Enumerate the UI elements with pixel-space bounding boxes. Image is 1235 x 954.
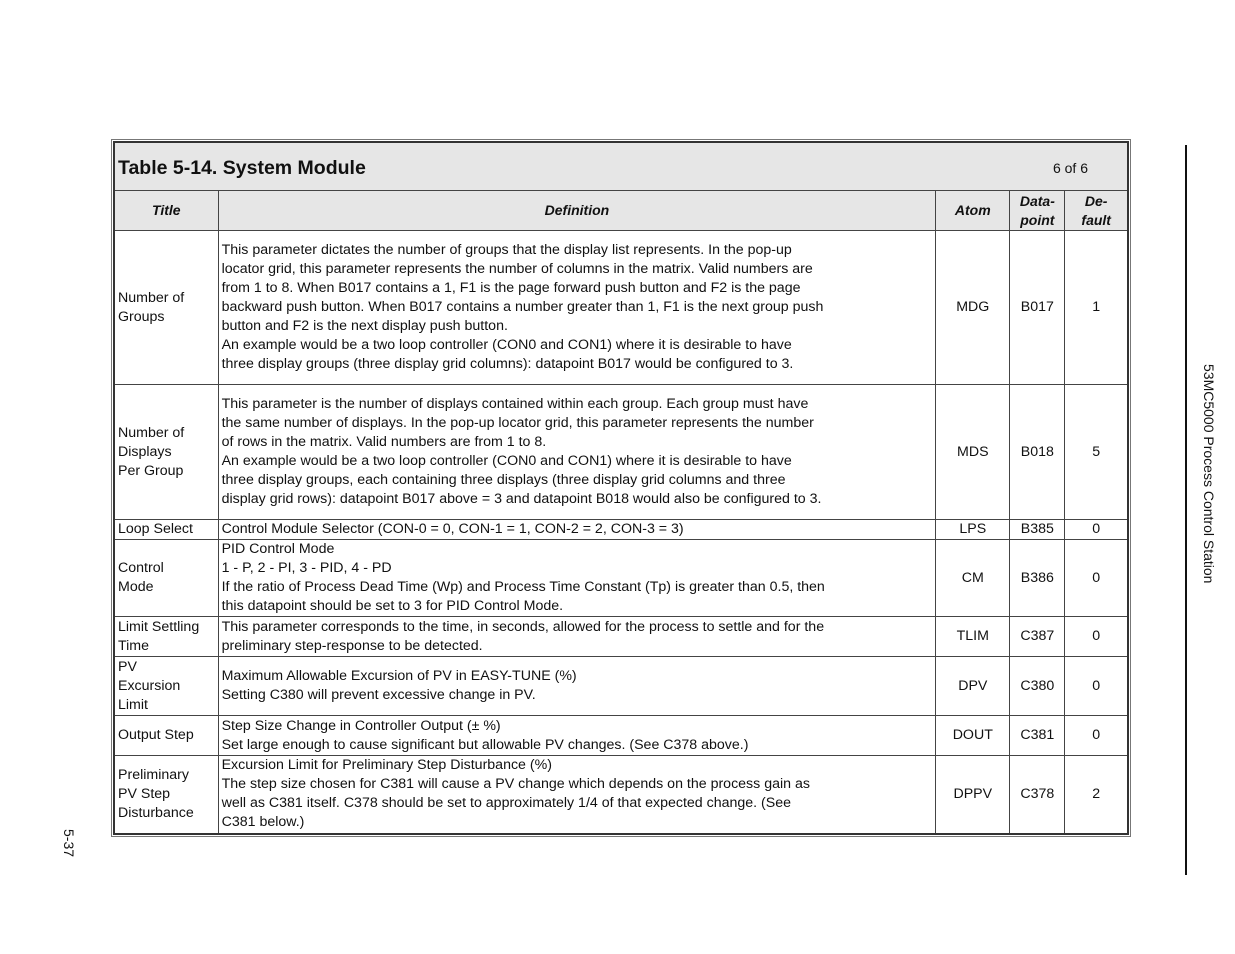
table-row [114, 231, 1128, 385]
table-title-row [114, 142, 1128, 191]
row-atom: MDS [936, 385, 1010, 520]
definition-line: from 1 to 8. When B017 contains a 1, F1 is the page forward push button and F2 is the page [221, 280, 801, 296]
definition-line: Step Size Change in Controller Output (± %) [221, 717, 501, 734]
definition-line: Control Module Selector (CON-0 = 0, CON-1 = 1, CON-2 = 2, CON-3 = 3) [221, 521, 684, 537]
definition-line: of rows in the matrix. Valid numbers are from 1 to 8. [221, 434, 547, 450]
row-title-line: Limit Settling [118, 618, 200, 635]
row-title-line: Preliminary [118, 766, 189, 783]
row-default: 0 [1065, 716, 1128, 756]
row-title [114, 385, 218, 520]
table-row [114, 385, 1128, 520]
definition-line: preliminary step-response to be detected. [221, 637, 483, 654]
row-atom: CM [936, 540, 1010, 617]
definition-line: An example would be a two loop controller (CON0 and CON1) where it is desirable to have [221, 337, 792, 353]
header-datapoint-line2: point [1020, 211, 1055, 228]
table-row [114, 540, 1128, 617]
table-row [114, 520, 1128, 540]
row-datapoint: C380 [1010, 657, 1065, 716]
row-title-line: Number of [118, 424, 185, 441]
row-title-line: Output Step [118, 727, 194, 743]
row-title [114, 540, 218, 617]
row-definition [218, 617, 936, 657]
row-default: 0 [1065, 540, 1128, 617]
column-header-atom: Atom [936, 191, 1010, 231]
row-atom: DOUT [936, 716, 1010, 756]
definition-line: Maximum Allowable Excursion of PV in EASY-TUNE (%) [221, 668, 577, 684]
row-datapoint: B385 [1010, 520, 1065, 540]
header-default-line1: De- [1084, 192, 1108, 209]
row-datapoint: C378 [1010, 756, 1065, 834]
row-default: 1 [1065, 231, 1128, 385]
definition-line: 1 - P, 2 - PI, 3 - PID, 4 - PD [221, 560, 392, 576]
column-header-default [1065, 191, 1128, 231]
row-atom: DPV [936, 657, 1010, 716]
table-header-row [114, 191, 1128, 231]
row-title-line: Mode [118, 579, 154, 595]
table-row [114, 756, 1128, 834]
definition-line: locator grid, this parameter represents the number of columns in the matrix. Valid numbers are [221, 261, 813, 277]
row-title-line: Time [118, 637, 150, 654]
definition-line: this datapoint should be set to 3 for PID Control Mode. [221, 598, 564, 614]
definition-line: PID Control Mode [221, 541, 335, 557]
header-default-line2: fault [1081, 211, 1111, 228]
row-title-line: Excursion [118, 677, 181, 694]
row-definition [218, 520, 936, 540]
page-number: 5-37 [61, 829, 77, 858]
row-atom: DPPV [936, 756, 1010, 834]
row-definition [218, 385, 936, 520]
row-atom: TLIM [936, 617, 1010, 657]
row-title-line: Groups [118, 308, 165, 325]
row-atom: MDG [936, 231, 1010, 385]
table-title: Table 5-14. System Module [118, 157, 366, 179]
row-title [114, 520, 218, 540]
definition-line: C381 below.) [221, 814, 305, 831]
row-datapoint: C381 [1010, 716, 1065, 756]
row-definition [218, 540, 936, 617]
row-title [114, 716, 218, 756]
definition-line: The step size chosen for C381 will cause a PV change which depends on the process gain as [221, 776, 810, 793]
row-definition [218, 657, 936, 716]
row-title-line: Per Group [118, 462, 184, 479]
definition-line: This parameter is the number of displays contained within each group. Each group must have [221, 396, 809, 412]
row-title [114, 617, 218, 657]
system-module-table [113, 141, 1129, 835]
row-atom: LPS [936, 520, 1010, 540]
table-row [114, 657, 1128, 716]
table-row [114, 617, 1128, 657]
row-definition [218, 756, 936, 834]
row-title-line: Disturbance [118, 804, 194, 821]
definition-line: Setting C380 will prevent excessive change in PV. [221, 687, 536, 703]
definition-line: An example would be a two loop controller (CON0 and CON1) where it is desirable to have [221, 453, 792, 469]
running-head: 53MC5000 Process Control Station [1201, 364, 1217, 584]
definition-line: This parameter corresponds to the time, in seconds, allowed for the process to settle and for the [221, 618, 825, 635]
row-definition [218, 231, 936, 385]
definition-line: well as C381 itself. C378 should be set to approximately 1/4 of that expected change. (See [221, 795, 792, 812]
definition-line: backward push button. When B017 contains a number greater than 1, F1 is the next group push [221, 299, 824, 315]
row-title-line: Loop Select [118, 521, 193, 537]
definition-line: the same number of displays. In the pop-up locator grid, this parameter represents the number [221, 415, 814, 431]
row-definition [218, 716, 936, 756]
row-title-line: PV [118, 658, 137, 675]
row-default: 0 [1065, 520, 1128, 540]
row-title-line: Control [118, 560, 164, 576]
row-title [114, 756, 218, 834]
row-title-line: Limit [118, 696, 148, 713]
row-default: 0 [1065, 617, 1128, 657]
row-datapoint: B018 [1010, 385, 1065, 520]
table-row [114, 716, 1128, 756]
definition-line: three display groups (three display grid columns): datapoint B017 would be configured to 3. [221, 356, 794, 372]
definition-line: three display groups, each containing three displays (three display grid columns and three [221, 472, 786, 488]
definition-line: If the ratio of Process Dead Time (Wp) and Process Time Constant (Tp) is greater than 0.5, then [221, 579, 825, 595]
column-header-title: Title [114, 191, 218, 231]
row-datapoint: B386 [1010, 540, 1065, 617]
header-datapoint-line1: Data- [1019, 192, 1055, 209]
row-datapoint: C387 [1010, 617, 1065, 657]
row-title-line: Displays [118, 443, 172, 460]
row-title [114, 231, 218, 385]
row-default: 2 [1065, 756, 1128, 834]
column-header-definition: Definition [218, 191, 936, 231]
table-body [114, 231, 1128, 834]
definition-line: button and F2 is the next display push button. [221, 318, 508, 334]
column-header-datapoint [1010, 191, 1065, 231]
row-title [114, 657, 218, 716]
definition-line: Set large enough to cause significant but allowable PV changes. (See C378 above.) [221, 736, 749, 753]
header-rule [1185, 145, 1187, 875]
row-default: 5 [1065, 385, 1128, 520]
definition-line: This parameter dictates the number of groups that the display list represents. In the pop-up [221, 242, 792, 258]
definition-line: display grid rows): datapoint B017 above = 3 and datapoint B018 would also be configured to 3. [221, 491, 822, 507]
page-count: 6 of 6 [1052, 160, 1088, 176]
definition-line: Excursion Limit for Preliminary Step Disturbance (%) [221, 757, 552, 774]
row-title-line: PV Step [118, 785, 171, 802]
row-datapoint: B017 [1010, 231, 1065, 385]
row-title-line: Number of [118, 289, 185, 306]
row-default: 0 [1065, 657, 1128, 716]
